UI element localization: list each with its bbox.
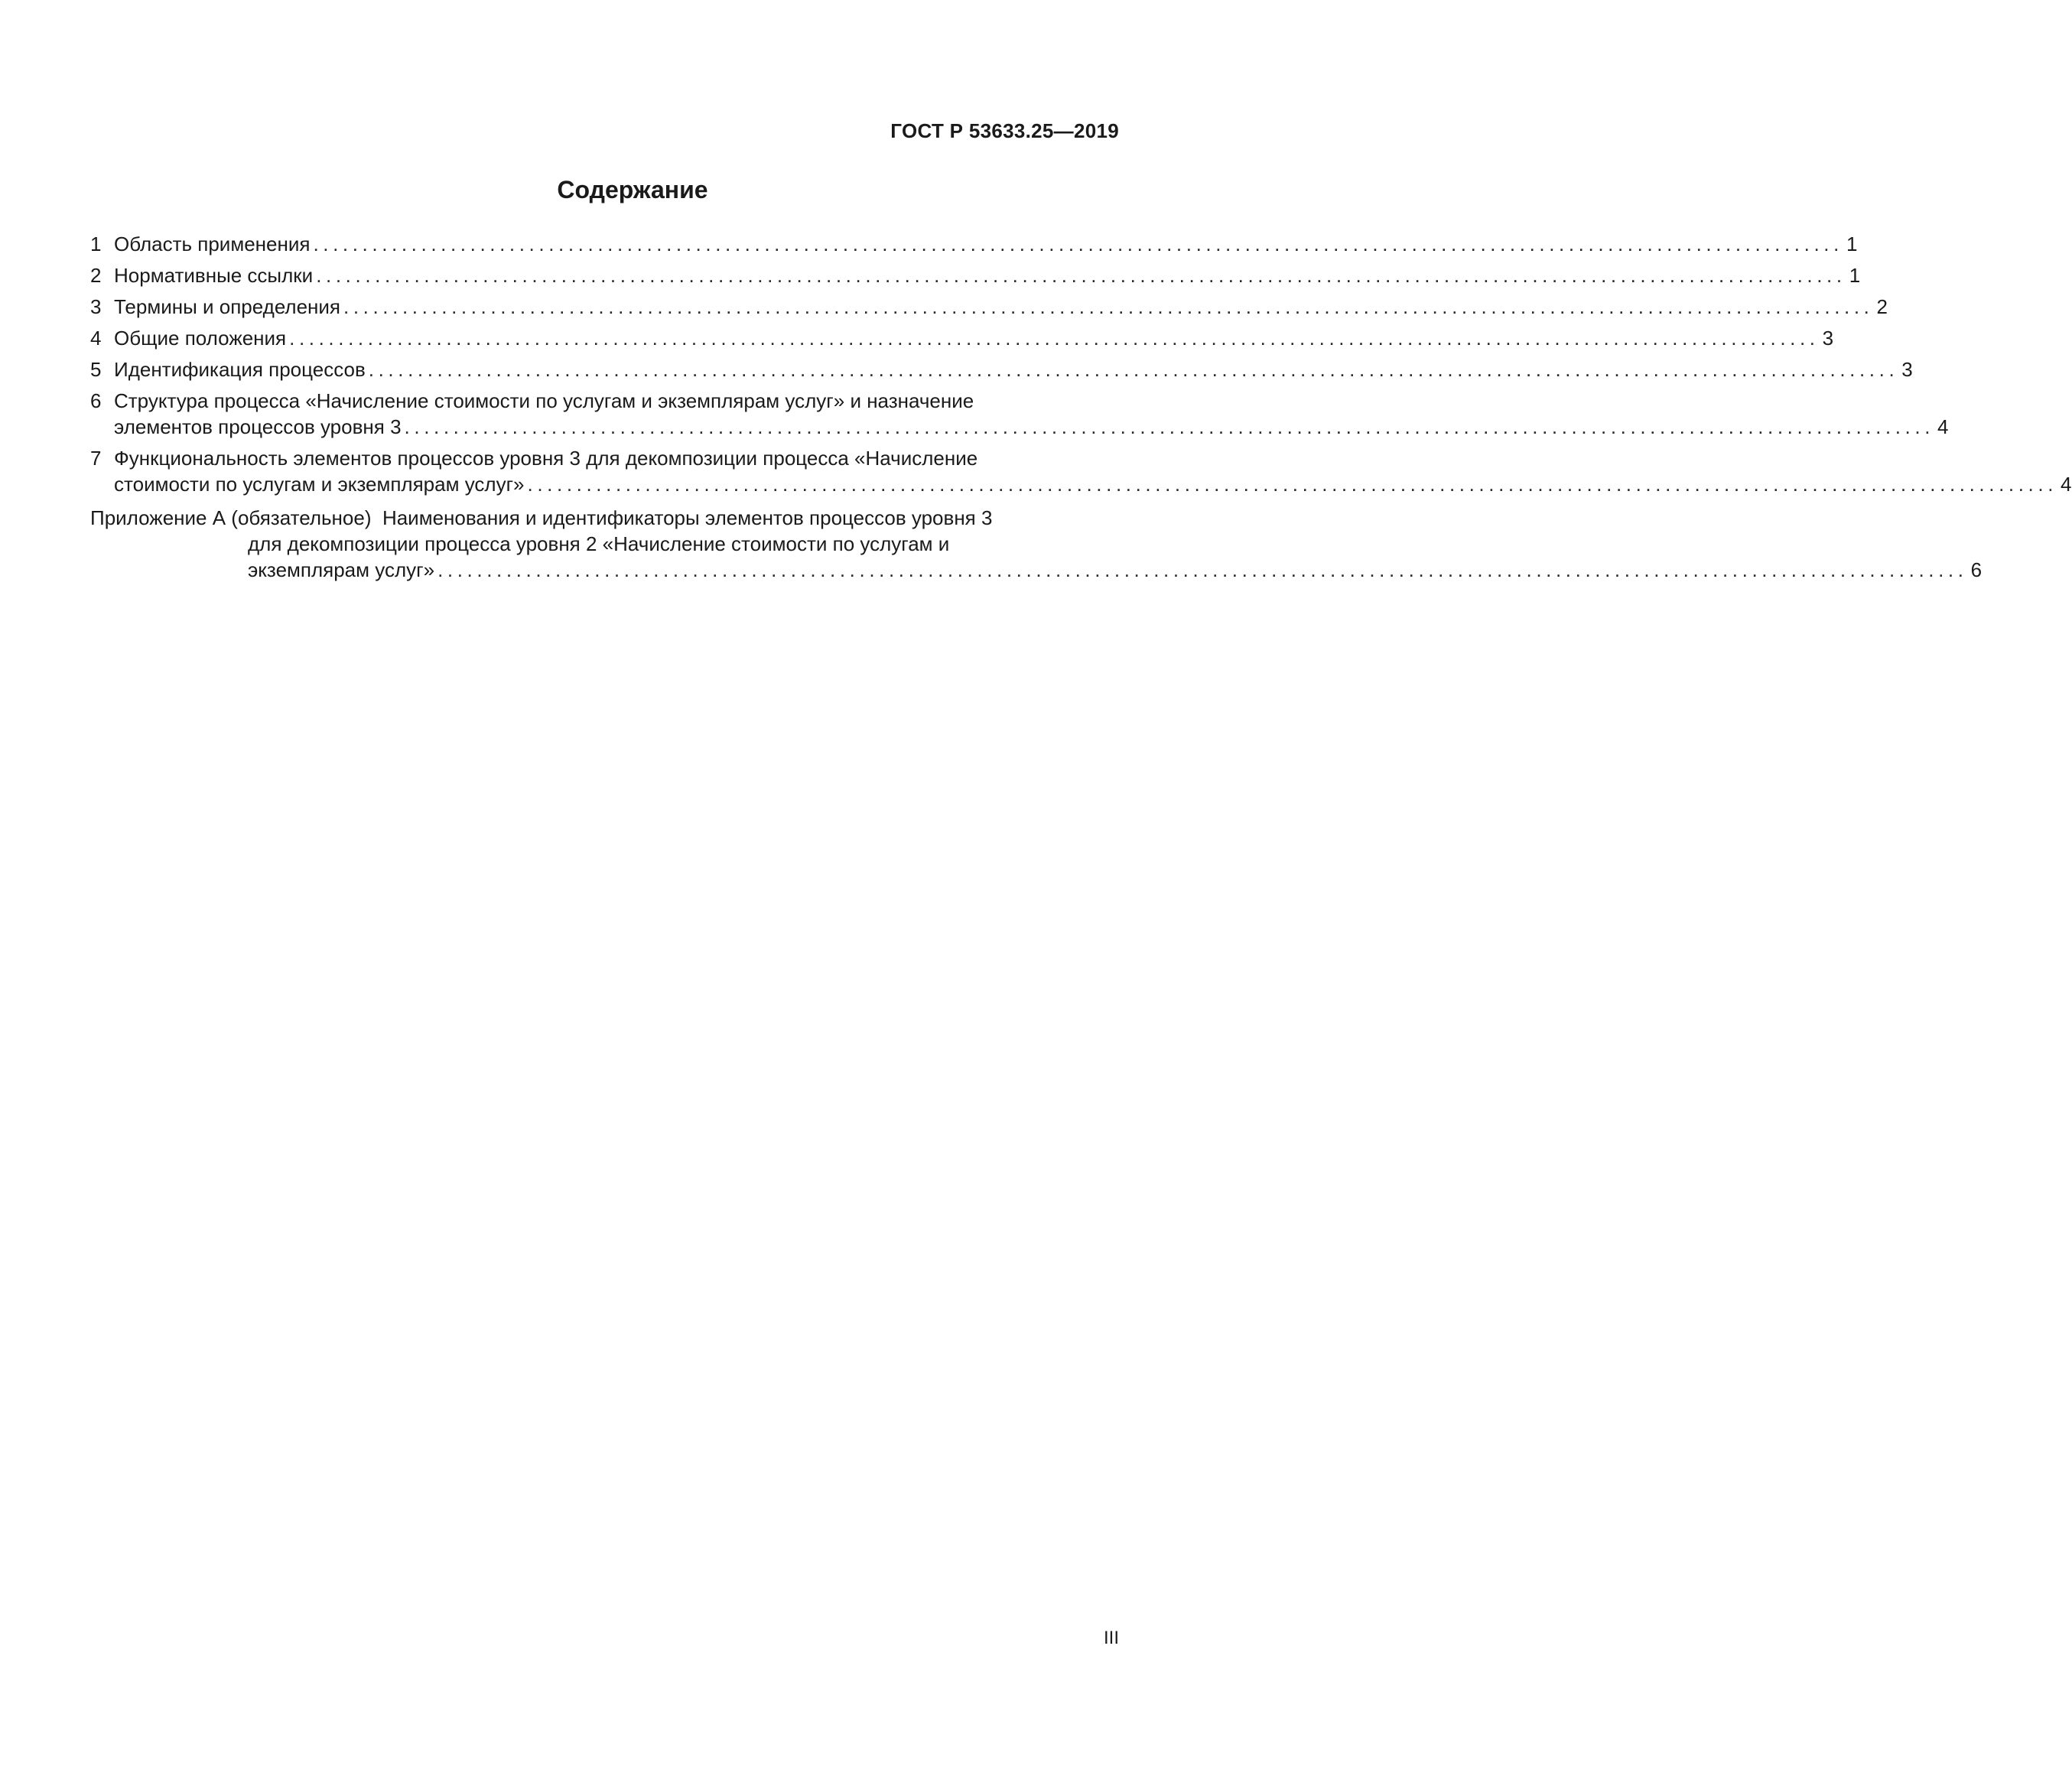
toc-entry-number: 7 — [90, 447, 102, 470]
toc-page-number: 4 — [2061, 473, 2072, 496]
toc-page-number: 3 — [1822, 327, 1834, 350]
toc-entry-number: 6 — [90, 389, 102, 412]
toc-entry-title: Нормативные ссылки — [114, 264, 314, 287]
toc-page-number: 3 — [1901, 358, 1913, 381]
toc-title: Содержание — [557, 176, 708, 203]
appendix-label: Приложение А (обязательное) — [90, 506, 372, 529]
toc-entry-number: 1 — [90, 233, 102, 255]
toc-entry-title: Структура процесса «Начисление стоимости по услугам и экземплярам услуг» и назначение — [114, 389, 974, 412]
toc-page-number: 1 — [1846, 233, 1858, 255]
toc-entry-5[interactable] — [90, 356, 1913, 382]
toc-entry-7[interactable] — [90, 445, 2072, 497]
toc-entry-title: Общие положения — [114, 327, 287, 350]
toc-page-number: 4 — [1937, 415, 1949, 438]
table-of-contents — [90, 231, 2072, 588]
toc-page-number: 2 — [1876, 295, 1888, 318]
toc-page-number: 1 — [1849, 264, 1861, 287]
toc-entry-6[interactable] — [90, 388, 1949, 440]
toc-entry-number: 4 — [90, 327, 102, 350]
appendix-title-continuation: экземплярам услуг» — [248, 558, 435, 581]
page-number: III — [1103, 1628, 1119, 1648]
toc-entry-title: Идентификация процессов — [114, 358, 366, 381]
toc-entry-2[interactable] — [90, 262, 1861, 288]
toc-page-number: 6 — [1970, 558, 1983, 581]
toc-entry-1[interactable] — [90, 231, 1858, 257]
toc-entry-number: 2 — [90, 264, 102, 287]
toc-entry-number: 5 — [90, 358, 102, 381]
toc-entry-title: Термины и определения — [114, 295, 341, 318]
toc-entry-title: Область применения — [114, 233, 311, 255]
dot-leader: ............................................................................................................................................................ — [316, 264, 1846, 287]
appendix-title: Наименования и идентификаторы элементов процессов уровня 3 — [382, 506, 993, 529]
dot-leader: ............................................................................................................................................................ — [368, 358, 1899, 381]
dot-leader: ............................................................................................................................................................ — [437, 558, 1968, 581]
toc-entry-title-continuation: элементов процессов уровня 3 — [114, 415, 402, 438]
dot-leader: ............................................................................................................................................................ — [343, 295, 1874, 318]
toc-entry-title-continuation: стоимости по услугам и экземплярам услуг» — [114, 473, 525, 496]
document-code: ГОСТ Р 53633.25—2019 — [890, 119, 1119, 142]
toc-entry-4[interactable] — [90, 325, 1834, 351]
toc-entry-number: 3 — [90, 295, 102, 318]
dot-leader: ............................................................................................................................................................ — [527, 473, 2058, 496]
toc-entry-title: Функциональность элементов процессов уровня 3 для декомпозиции процесса «Начисление — [114, 447, 978, 470]
dot-leader: ............................................................................................................................................................ — [313, 233, 1843, 255]
dot-leader: ............................................................................................................................................................ — [289, 327, 1820, 350]
appendix-title-continuation: для декомпозиции процесса уровня 2 «Начисление стоимости по услугам и — [248, 532, 950, 555]
dot-leader: ............................................................................................................................................................ — [404, 415, 1935, 438]
toc-entry-3[interactable] — [90, 294, 1888, 320]
toc-entry-appendix-a[interactable] — [90, 505, 1983, 583]
